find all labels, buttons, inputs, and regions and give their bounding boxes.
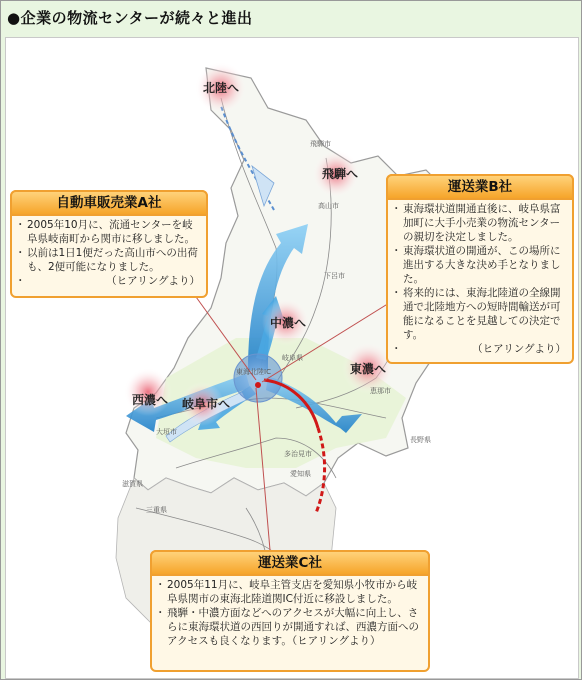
map-panel bbox=[5, 37, 579, 679]
company-a-bullet: ・ 以前は1日1便だった高山市への出荷も、2便可能になりました。 bbox=[18, 246, 200, 274]
company-a-bullets bbox=[18, 218, 200, 288]
label-hida: 飛騨へ bbox=[322, 167, 359, 181]
company-b-note-text: （ヒアリングより） bbox=[472, 343, 566, 355]
company-b-header: 運送業B社 bbox=[386, 174, 574, 200]
place-mie: 三重県 bbox=[146, 506, 167, 514]
company-b-bullet: ・ 将来的には、東海北陸道の全線開通で北陸地方への短時間輸送が可能になることを見越しての決定です。 bbox=[394, 286, 566, 342]
company-c-header: 運送業C社 bbox=[150, 550, 430, 576]
label-tono: 東濃へ bbox=[350, 362, 387, 376]
place-aichi: 愛知県 bbox=[290, 470, 311, 478]
company-b-bullet: ・ 東海環状道の開通が、この場所に進出する大きな決め手となりました。 bbox=[394, 244, 566, 286]
company-c-bullets bbox=[158, 578, 422, 648]
company-a-callout bbox=[10, 190, 208, 298]
company-b-note bbox=[394, 342, 566, 356]
place-ogaki: 大垣市 bbox=[156, 428, 177, 436]
label-gifu-city: 岐阜市へ bbox=[182, 397, 231, 411]
company-a-note-text: （ヒアリングより） bbox=[106, 275, 200, 287]
label-seino: 西濃へ bbox=[132, 393, 169, 407]
company-a-note bbox=[18, 274, 200, 288]
place-hida: 飛騨市 bbox=[310, 140, 331, 148]
company-a-bullet: ・ 2005年10月に、流通センターを岐阜県岐南町から関市に移しました。 bbox=[18, 218, 200, 246]
logistics-hub bbox=[234, 354, 282, 402]
company-c-bullet: ・ 飛騨・中濃方面などへのアクセスが大幅に向上し、さらに東海環状道の西回りが開通すれば、西濃方面へのアクセスも良くなります。（ヒアリングより） bbox=[158, 606, 422, 648]
company-b-bullet: ・ 東海環状道開通直後に、岐阜県富加町に大手小売業の物流センターの親切を決定しました。 bbox=[394, 202, 566, 244]
place-takayama: 高山市 bbox=[318, 202, 339, 210]
company-a-header: 自動車販売業A社 bbox=[10, 190, 208, 216]
place-gifu-pref: 岐阜県 bbox=[282, 354, 303, 362]
figure-title: ●企業の物流センターが続々と進出 bbox=[7, 9, 253, 27]
company-b-bullets bbox=[394, 202, 566, 356]
place-shiga: 滋賀県 bbox=[122, 480, 143, 488]
company-c-bullet: ・ 2005年11月に、岐阜主管支店を愛知県小牧市から岐阜県関市の東海北陸道関IC付近に移設しました。 bbox=[158, 578, 422, 606]
company-b-callout bbox=[386, 174, 574, 364]
place-tajimi: 多治見市 bbox=[284, 450, 312, 458]
hub-marker bbox=[255, 382, 261, 388]
label-chuno: 中濃へ bbox=[270, 316, 307, 330]
place-ic: 東海北陸IC bbox=[236, 368, 271, 376]
place-nagano: 長野県 bbox=[410, 436, 431, 444]
company-c-callout bbox=[150, 550, 430, 672]
label-hokuriku: 北陸へ bbox=[203, 81, 240, 95]
place-gero: 下呂市 bbox=[324, 272, 345, 280]
place-ena: 恵那市 bbox=[370, 387, 391, 395]
